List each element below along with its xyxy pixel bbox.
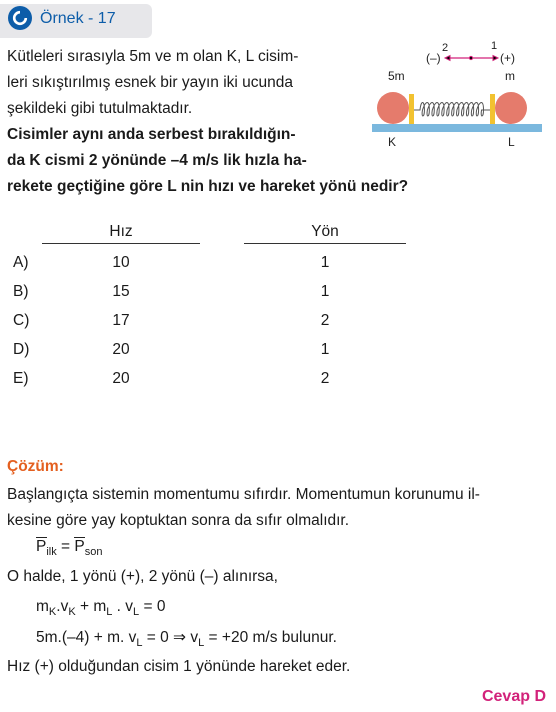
vector-bar xyxy=(74,537,85,538)
option-label: A) xyxy=(13,254,29,271)
direction-arrow xyxy=(445,56,498,61)
solution-line-2: kesine göre yay koptuktan sonra da sıfır olmalıdır. xyxy=(7,512,350,529)
eq-sub: L xyxy=(106,606,113,619)
solution-line-4: O halde, 1 yönü (+), 2 yönü (–) alınırsa, xyxy=(7,568,278,585)
option-label: C) xyxy=(13,312,30,329)
mass-k-label: 5m xyxy=(388,69,405,83)
momentum-equation xyxy=(36,538,103,558)
speed-header-rule xyxy=(42,243,200,244)
direction-2-label: 2 xyxy=(442,42,449,54)
ball-l xyxy=(495,92,527,124)
mass-l-label: m xyxy=(505,69,515,83)
answer-label: Cevap D xyxy=(481,688,546,705)
question-line-1: Cisimler aynı anda serbest bırakıldığın- xyxy=(7,126,296,143)
block-l xyxy=(490,94,495,124)
eq-sub: L xyxy=(133,606,140,619)
name-l-label: L xyxy=(508,135,515,149)
option-speed: 20 xyxy=(112,370,130,387)
eq-text: m xyxy=(36,598,49,615)
plus-direction-label: (+) xyxy=(500,51,515,65)
vector-bar xyxy=(36,537,47,538)
spring xyxy=(414,103,490,117)
minus-direction-label: (–) xyxy=(426,51,441,65)
option-direction: 1 xyxy=(320,341,330,358)
eq-text: = +20 m/s bulunur. xyxy=(204,629,337,646)
eq-text: 5m.(–4) + m. v xyxy=(36,629,137,646)
block-k xyxy=(409,94,414,124)
option-label: B) xyxy=(13,283,29,300)
origin-dot xyxy=(469,56,472,59)
eq-sub: K xyxy=(48,606,57,619)
momentum-symbol: P xyxy=(74,538,85,555)
direction-header-rule xyxy=(244,243,406,244)
momentum-symbol: P xyxy=(36,538,47,555)
option-direction: 1 xyxy=(320,283,330,300)
direction-column-header: Yön xyxy=(311,223,339,240)
example-title: Örnek - 17 xyxy=(40,10,116,27)
question-line-3: rekete geçtiğine göre L nin hızı ve hareket yönü nedir? xyxy=(7,178,409,195)
name-k-label: K xyxy=(388,135,397,149)
problem-line-3: şekildeki gibi tutulmaktadır. xyxy=(7,100,193,117)
spring-figure xyxy=(368,36,548,152)
direction-1-label: 1 xyxy=(491,40,498,52)
eq-text: .v xyxy=(56,598,69,615)
refresh-icon xyxy=(8,6,32,30)
eq-sub: K xyxy=(68,606,76,619)
eq-text: = 0 ⇒ v xyxy=(142,629,199,646)
solution-line-1: Başlangıçta sistemin momentumu sıfırdır. Momentumun korunumu il- xyxy=(7,486,480,503)
eq-sub: L xyxy=(136,637,143,650)
eq-sub: L xyxy=(198,637,205,650)
final-subscript: son xyxy=(84,546,103,559)
problem-line-1: Kütleleri sırasıyla 5m ve m olan K, L cisim- xyxy=(7,48,299,65)
equation-2 xyxy=(36,628,337,649)
option-speed: 10 xyxy=(112,254,130,271)
equation-1 xyxy=(36,598,165,618)
option-label: E) xyxy=(13,370,29,387)
option-direction: 2 xyxy=(320,370,330,387)
option-label: D) xyxy=(13,341,30,358)
solution-title: Çözüm: xyxy=(7,458,64,475)
initial-subscript: ilk xyxy=(46,546,57,559)
question-line-2: da K cismi 2 yönünde –4 m/s lik hızla ha- xyxy=(7,152,307,169)
eq-text: + m xyxy=(75,598,107,615)
ground xyxy=(372,124,542,132)
eq-text: = 0 xyxy=(139,598,166,615)
right-arrowhead xyxy=(493,56,498,61)
option-speed: 20 xyxy=(112,341,130,358)
left-arrowhead xyxy=(445,56,450,61)
option-direction: 1 xyxy=(320,254,330,271)
solution-line-7: Hız (+) olduğundan cisim 1 yönünde hareket eder. xyxy=(7,658,351,675)
speed-column-header: Hız xyxy=(109,223,133,240)
eq-text: . v xyxy=(112,598,134,615)
option-direction: 2 xyxy=(320,312,330,329)
option-speed: 15 xyxy=(112,283,130,300)
equals-sign: = xyxy=(61,538,71,555)
ball-k xyxy=(377,92,409,124)
option-speed: 17 xyxy=(112,312,130,329)
problem-line-2: leri sıkıştırılmış esnek bir yayın iki ucunda xyxy=(7,74,293,91)
